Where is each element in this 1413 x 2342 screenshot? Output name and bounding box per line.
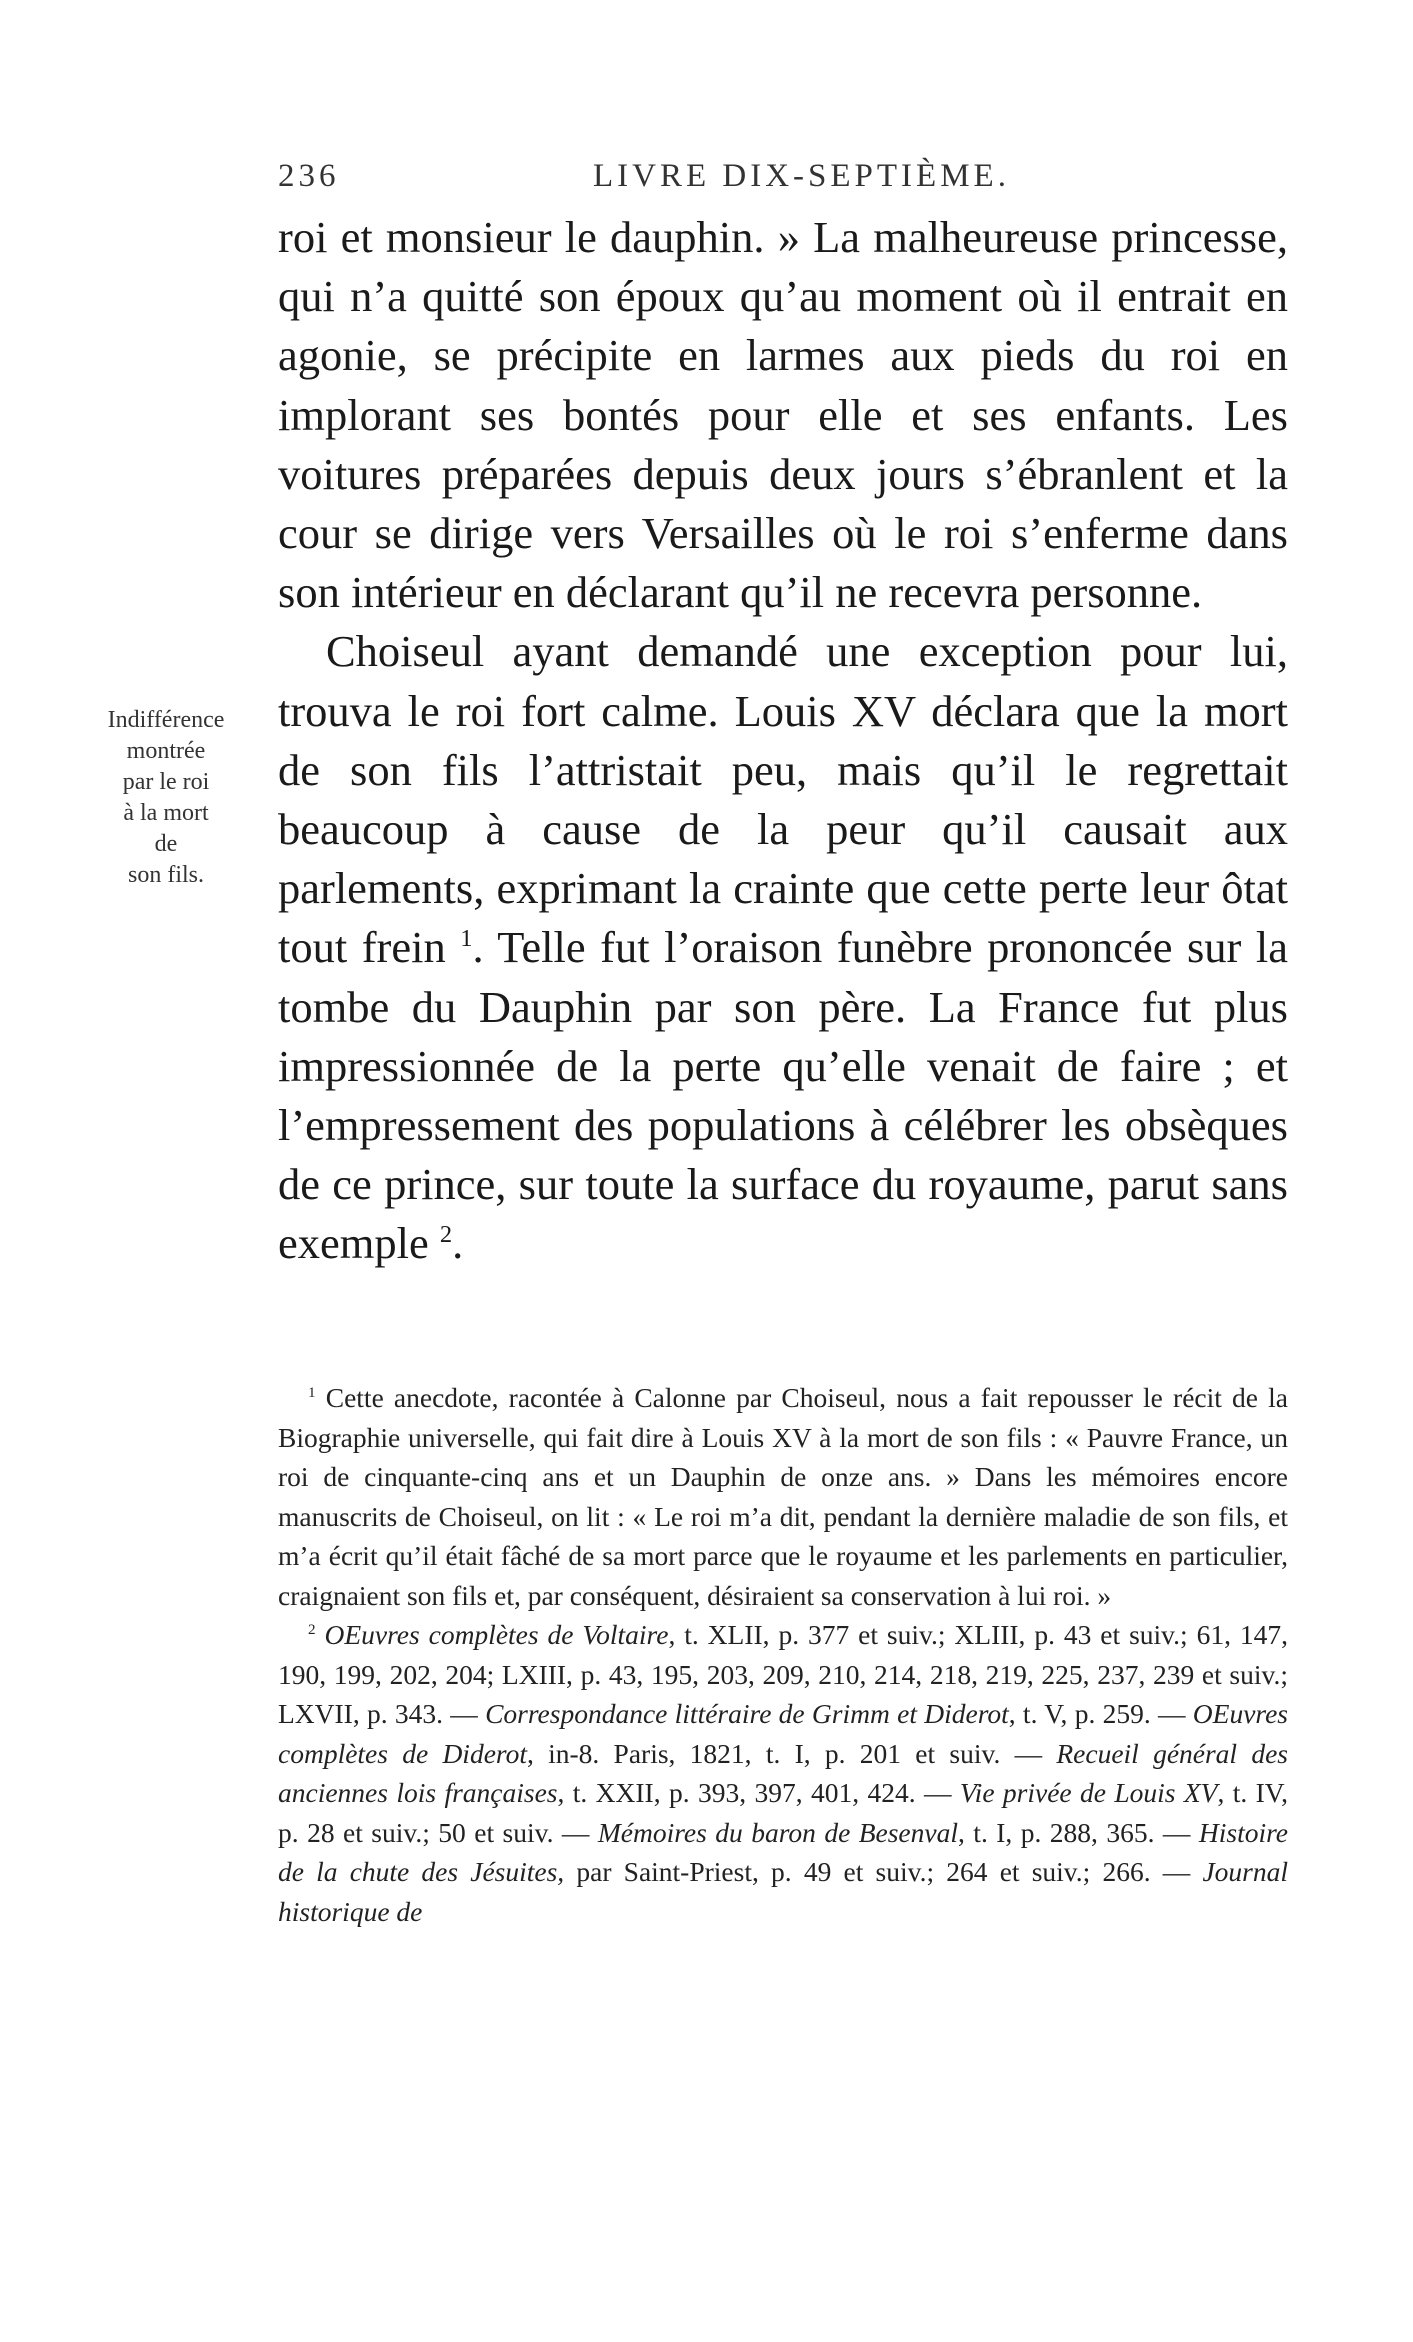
margin-note-line: montrée (126, 738, 206, 764)
cited-title: OEuvres complètes de Diderot (278, 1698, 1288, 1769)
footnote-marker: 1 (308, 1384, 316, 1401)
footnote-text: Cette anecdote, racontée à Calonne par Choiseul, nous a fait repousser le récit de la Biographie universelle, qui fait dire à Louis XV à la mort de son fils : « Pauvre France, un roi de cinquante-cinq ans et un Dauphin de onze ans. » Dans les mémoires encore manuscrits de Choiseul, on lit : « Le roi m’a dit, pendant la dernière maladie de son fils, et m’a écrit qu’il était fâché de sa mort parce que le royaume et les parlements en particulier, craignaient son fils et, par conséquent, désiraient sa conservation à lui roi. » (278, 1382, 1289, 1611)
cited-title: Mémoires du baron de Besenval (597, 1816, 958, 1848)
paragraph-text: . (452, 1218, 464, 1269)
paragraph-text: . Telle fut l’oraison funèbre prononcée sur la tombe du Dauphin par son père. La France fut plus impressionnée de la perte qu’elle venait de faire ; et l’empressement des populations à célébrer les obsèques de ce prince, sur toute la surface du royaume, parut sans exemple (278, 922, 1288, 1269)
citation-text: , t. V, p. 259. — (1008, 1698, 1193, 1729)
paragraph-text: Choiseul ayant demandé une exception pour lui, trouva le roi fort calme. Louis XV déclara que la mort de son fils l’attristait peu, mais qu’il le regrettait beaucoup à cause de la peur qu’il causait aux parlements, exprimant la crainte que cette perte leur ôtat tout frein (278, 626, 1288, 973)
page-number: 236 (278, 158, 340, 194)
footnote-ref: 1 (460, 925, 473, 953)
paragraph: roi et monsieur le dauphin. » La malheureuse princesse, qui n’a quitté son époux qu’au moment où il entrait en agonie, se précipite en larmes aux pieds du roi en implorant ses bontés pour elle et ses enfants. Les voitures préparées depuis deux jours s’ébranlent et la cour se dirige vers Versailles où le roi s’enferme dans son intérieur en déclarant qu’il ne recevra personne. (278, 212, 1288, 618)
cited-title: Journal historique de (278, 1856, 1289, 1927)
margin-note-line: à la mort (123, 800, 209, 826)
footnotes (278, 1378, 1288, 1931)
citation-text: , t. IV, p. 28 et suiv.; 50 et suiv. — (278, 1777, 1288, 1848)
cited-title: Recueil général des anciennes lois françaises (278, 1737, 1288, 1808)
citation-text: , t. XXII, p. 393, 397, 401, 424. — (557, 1777, 960, 1808)
cited-title: Histoire de la chute des Jésuites, (278, 1816, 1288, 1887)
cited-title: Vie privée de Louis XV (959, 1777, 1218, 1808)
footnote-marker: 2 (308, 1621, 316, 1638)
footnote-1 (278, 1378, 1288, 1615)
footnote-2 (278, 1615, 1288, 1931)
footnote-ref: 2 (439, 1221, 453, 1249)
citation-text: , t. XLII, p. 377 et suiv.; XLIII, p. 43 et suiv.; 61, 147, 190, 199, 202, 204; LXIII, p. 43, 195, 203, 209, 210, 214, 218, 219, 225, 237, 239 et suiv.; LXVII, p. 343. — (278, 1619, 1288, 1729)
citation-text: par Saint-Priest, p. 49 et suiv.; 264 et suiv.; 266. — (564, 1856, 1203, 1887)
running-header (278, 158, 1288, 206)
margin-note-line: par le roi (122, 769, 210, 795)
cited-title: Correspondance littéraire de Grimm et Diderot (485, 1698, 1009, 1729)
paragraph (278, 622, 1288, 1273)
running-title: LIVRE DIX-SEPTIÈME. (593, 158, 1010, 194)
margin-note (68, 705, 264, 891)
cited-title: OEuvres complètes de Voltaire (324, 1619, 669, 1650)
body-text (278, 208, 1288, 1274)
citation-text: , in-8. Paris, 1821, t. I, p. 201 et suiv. — (526, 1737, 1057, 1769)
margin-note-line: Indifférence (107, 707, 225, 733)
citation-text: , t. I, p. 288, 365. — (957, 1816, 1199, 1848)
margin-note-line: de (154, 831, 178, 857)
margin-note-line: son fils. (127, 862, 204, 888)
